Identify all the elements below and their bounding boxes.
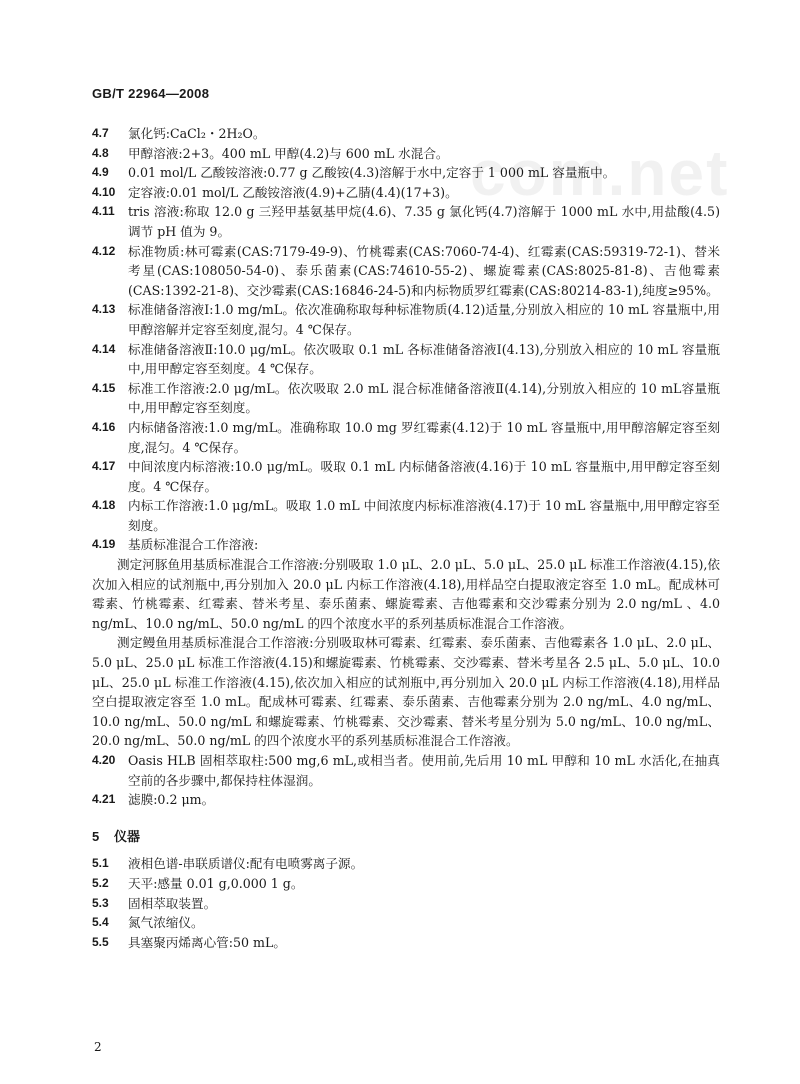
item-text: 中间浓度内标溶液:10.0 μg/mL。吸取 0.1 mL 内标储备溶液(4.16)于 10 mL 容量瓶中,用甲醇定容至刻度。4 ℃保存。: [128, 459, 720, 494]
item-text: 定容液:0.01 mol/L 乙酸铵溶液(4.9)+乙腈(4.4)(17+3)。: [128, 184, 458, 200]
reagent-item: [92, 457, 720, 496]
item-text: 内标储备溶液:1.0 mg/mL。准确称取 10.0 mg 罗红霉素(4.12)于 10 mL 容量瓶中,用甲醇溶解定容至刻度,混匀。4 ℃保存。: [128, 419, 720, 455]
item-number: 4.10: [92, 184, 116, 199]
item-number: 4.11: [92, 204, 115, 219]
standard-code: GB/T 22964—2008: [92, 86, 210, 101]
item-text: 0.01 mol/L 乙酸铵溶液:0.77 g 乙酸铵(4.3)溶解于水中,定容于 1 000 mL 容量瓶中。: [128, 165, 616, 181]
item-number: 4.18: [92, 498, 116, 513]
item-number: 4.9: [92, 165, 109, 180]
reagent-item: [92, 242, 720, 301]
item-number: 5.1: [92, 856, 109, 871]
item-number: 4.13: [92, 302, 116, 317]
section-number: 5: [92, 828, 100, 844]
reagent-item: [92, 790, 720, 810]
paragraph-eel-matrix: 测定鳗鱼用基质标准混合工作溶液:分别吸取林可霉素、红霉素、泰乐菌素、吉他霉素各 1.0 μL、2.0 μL、5.0 μL、25.0 μL 标准工作溶液(4.15)和螺旋霉素、竹桃霉素、交沙霉素、替米考星各 2.5 μL、5.0 μL、10.0 μL、25.0 μL 标准工作溶液(4.15),依次加入相应的试剂瓶中,再分别加入 20.0 μL 内标工作溶液(4.18),用样品空白提取液定容至 1.0 mL。配成林可霉素、红霉素、泰乐菌素、吉他霉素分别为 2.0 ng/mL、4.0 ng/mL、10.0 ng/mL、50.0 ng/mL 和螺旋霉素、竹桃霉素、交沙霉素、替米考星分别为 5.0 ng/mL、10.0 ng/mL、20.0 ng/mL、50.0 ng/mL 的四个浓度水平的系列基质标准混合工作溶液。: [92, 635, 720, 749]
reagent-item: [92, 183, 720, 203]
reagent-item: [92, 418, 720, 457]
reagent-item: [92, 202, 720, 241]
item-number: 4.16: [92, 419, 116, 434]
item-text: 氮气浓缩仪。: [128, 915, 204, 931]
reagent-item: [92, 300, 720, 339]
item-number: 5.3: [92, 895, 109, 910]
item-text: 具塞聚丙烯离心管:50 mL。: [128, 934, 286, 950]
instrument-item: [92, 854, 720, 874]
reagent-item: [92, 535, 720, 555]
item-number: 5.2: [92, 875, 109, 890]
item-number: 4.7: [92, 126, 109, 140]
item-text: 标准物质:林可霉素(CAS:7179-49-9)、竹桃霉素(CAS:7060-74-4)、红霉素(CAS:59319-72-1)、替米考星(CAS:108050-54-0)、泰乐菌素(CAS:74610-55-2)、螺旋霉素(CAS:8025-81-8)、吉他霉素(CAS:1392-21-8)、交沙霉素(CAS:16846-24-5)和内标物质罗红霉素(CAS:80214-83-1),纯度≥95%。: [128, 243, 720, 298]
reagent-item: [92, 496, 720, 535]
reagent-item: [92, 144, 720, 164]
item-number: 4.17: [92, 459, 116, 474]
item-text: 标准工作溶液:2.0 μg/mL。依次吸取 2.0 mL 混合标准储备溶液Ⅱ(4.14),分别放入相应的 10 mL容量瓶中,用甲醇定容至刻度。: [128, 380, 720, 416]
item-text: 液相色谱-串联质谱仪:配有电喷雾离子源。: [128, 856, 364, 872]
item-number: 4.19: [92, 537, 116, 552]
instrument-item: [92, 874, 720, 894]
reagent-item: [92, 751, 720, 790]
item-text: 甲醇溶液:2+3。400 mL 甲醇(4.2)与 600 mL 水混合。: [128, 145, 449, 161]
item-text: 标准储备溶液Ⅰ:1.0 mg/mL。依次准确称取每种标准物质(4.12)适量,分别放入相应的 10 mL 容量瓶中,用甲醇溶解并定容至刻度,混匀。4 ℃保存。: [128, 302, 720, 337]
item-4-19-paragraphs: [92, 555, 720, 751]
instrument-item: [92, 894, 720, 914]
item-number: 4.15: [92, 380, 116, 395]
reagent-item: [92, 124, 720, 144]
watermark: com.net: [470, 137, 730, 209]
item-number: 4.8: [92, 145, 109, 160]
item-number: 4.12: [92, 243, 116, 258]
reagents-tail-list: [92, 751, 720, 810]
item-text: tris 溶液:称取 12.0 g 三羟甲基氨基甲烷(4.6)、7.35 g 氯化钙(4.7)溶解于 1000 mL 水中,用盐酸(4.5)调节 pH 值为 9。: [128, 204, 720, 239]
item-number: 4.21: [92, 792, 116, 807]
instrument-item: [92, 933, 720, 953]
item-text: 天平:感量 0.01 g,0.000 1 g。: [128, 875, 304, 891]
reagent-item: [92, 340, 720, 379]
reagents-list: [92, 124, 720, 555]
item-number: 4.14: [92, 341, 116, 356]
instruments-list: [92, 854, 720, 952]
paragraph-puffer-fish-matrix: 测定河豚鱼用基质标准混合工作溶液:分别吸取 1.0 μL、2.0 μL、5.0 μL、25.0 μL 标准工作溶液(4.15),依次加入相应的试剂瓶中,再分别加入 20.0 μL 内标工作溶液(4.18),用样品空白提取液定容至 1.0 mL。配成林可霉素、竹桃霉素、红霉素、替米考星、泰乐菌素、螺旋霉素、吉他霉素和交沙霉素分别为 2.0 ng/mL 、4.0 ng/mL、10.0 ng/mL、50.0 ng/mL 的四个浓度水平的系列基质标准混合工作溶液。: [92, 557, 720, 631]
instrument-item: [92, 913, 720, 933]
item-text: 基质标准混合工作溶液:: [128, 537, 259, 553]
page-number: 2: [94, 1040, 102, 1054]
document-body: [92, 124, 720, 952]
item-number: 4.20: [92, 753, 116, 767]
item-text: 氯化钙:CaCl₂・2H₂O。: [128, 126, 266, 141]
item-text: 固相萃取装置。: [128, 895, 217, 911]
reagent-item: [92, 379, 720, 418]
item-number: 5.4: [92, 915, 109, 930]
section-5-heading: [92, 827, 720, 847]
item-text: 滤膜:0.2 μm。: [128, 792, 215, 808]
reagent-item: [92, 163, 720, 183]
item-text: Oasis HLB 固相萃取柱:500 mg,6 mL,或相当者。使用前,先后用 10 mL 甲醇和 10 mL 水活化,在抽真空前的各步骤中,都保持柱体湿润。: [128, 753, 720, 788]
item-number: 5.5: [92, 934, 109, 949]
item-text: 标准储备溶液Ⅱ:10.0 μg/mL。依次吸取 0.1 mL 各标准储备溶液Ⅰ(4.13),分别放入相应的 10 mL 容量瓶中,用甲醇定容至刻度。4 ℃保存。: [128, 341, 720, 377]
item-text: 内标工作溶液:1.0 μg/mL。吸取 1.0 mL 中间浓度内标标准溶液(4.17)于 10 mL 容量瓶中,用甲醇定容至刻度。: [128, 498, 720, 533]
section-title: 仪器: [114, 828, 141, 844]
